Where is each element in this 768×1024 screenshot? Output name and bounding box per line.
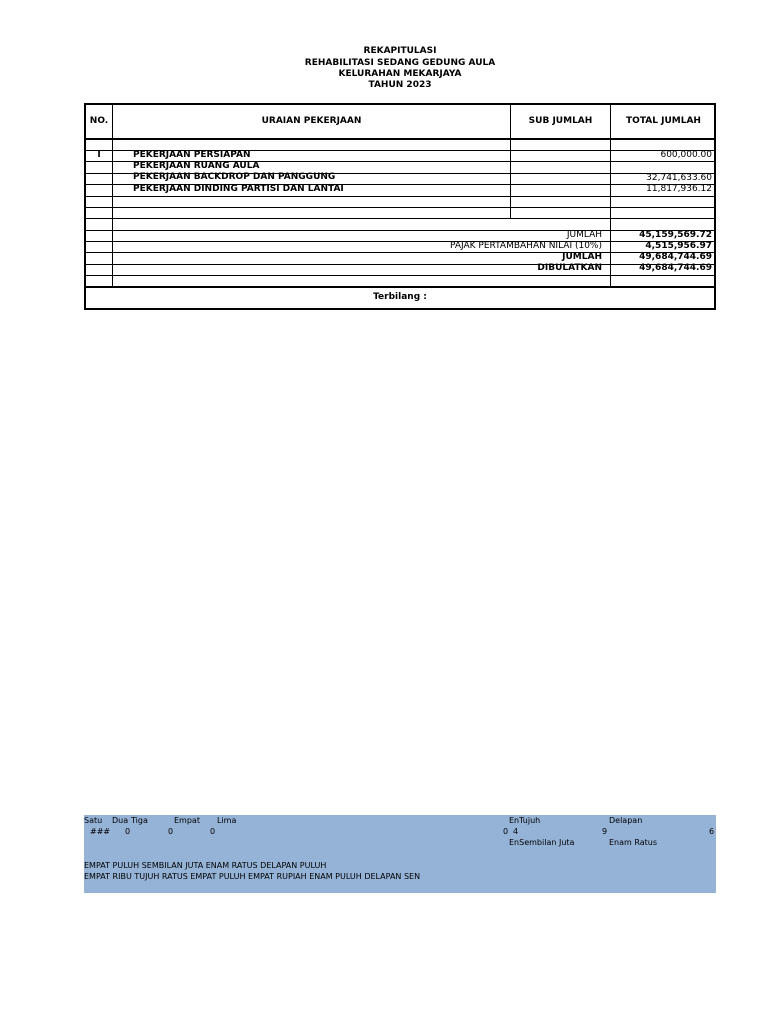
terbilang-text-line-1: EMPAT PULUH SEMBILAN JUTA ENAM RATUS DELAPAN PULUH: [84, 861, 327, 870]
item-uraian: PEKERJAAN DINDING PARTISI DAN LANTAI: [133, 184, 344, 194]
helper-label: Enam Ratus: [609, 838, 658, 847]
col-header-uraian: URAIAN PEKERJAAN: [261, 116, 362, 126]
helper-value: 0: [210, 827, 216, 836]
summary-value: 45,159,569.72: [639, 230, 712, 240]
item-uraian: PEKERJAAN RUANG AULA: [133, 161, 260, 171]
header-divider: [86, 138, 714, 140]
summary-label: JUMLAH: [562, 252, 602, 262]
row-divider: [86, 207, 714, 208]
terbilang-helper-block: [84, 815, 716, 893]
helper-value: 0: [125, 827, 131, 836]
row-divider: [86, 196, 714, 197]
terbilang-text-line-2: EMPAT RIBU TUJUH RATUS EMPAT PULUH EMPAT RUPIAH ENAM PULUH DELAPAN SEN: [84, 872, 421, 881]
col-header-total: TOTAL JUMLAH: [626, 116, 701, 126]
recap-table: [84, 103, 716, 310]
item-total: 11,817,936.12: [646, 184, 712, 194]
helper-label: Satu: [84, 816, 103, 825]
helper-value: ###: [90, 827, 111, 836]
summary-label: JUMLAH: [566, 230, 602, 240]
helper-label: Tiga: [131, 816, 148, 825]
summary-label: DIBULATKAN: [537, 263, 602, 273]
col-header-sub: SUB JUMLAH: [528, 116, 593, 126]
item-no: I: [97, 150, 101, 160]
helper-value: 0: [503, 827, 509, 836]
row-divider: [86, 275, 714, 276]
terbilang-label: Terbilang :: [373, 292, 427, 302]
summary-value: 4,515,956.97: [645, 241, 712, 251]
title-line-3: KELURAHAN MEKARJAYA: [338, 69, 462, 79]
helper-value: 6: [709, 827, 715, 836]
helper-label: Delapan: [609, 816, 643, 825]
title-line-4: TAHUN 2023: [368, 80, 432, 90]
title-line-2: REHABILITASI SEDANG GEDUNG AULA: [304, 58, 496, 68]
helper-label: EnSembilan Juta: [509, 838, 575, 847]
summary-value: 49,684,744.69: [639, 252, 712, 262]
helper-label: Dua: [112, 816, 129, 825]
title-line-1: REKAPITULASI: [363, 46, 437, 56]
helper-label: Empat: [174, 816, 200, 825]
summary-value: 49,684,744.69: [639, 263, 712, 273]
item-total: 600,000.00: [660, 150, 712, 160]
helper-value: 4: [513, 827, 519, 836]
item-uraian: PEKERJAAN BACKDROP DAN PANGGUNG: [133, 172, 336, 182]
helper-label: EnTujuh: [509, 816, 541, 825]
helper-value: 9: [602, 827, 608, 836]
helper-label: Lima: [217, 816, 237, 825]
item-uraian: PEKERJAAN PERSIAPAN: [133, 150, 251, 160]
row-divider: [86, 218, 714, 219]
summary-label: PAJAK PERTAMBAHAN NILAI (10%): [449, 241, 602, 251]
item-total: 32,741,633.60: [646, 173, 712, 183]
terbilang-divider: [86, 286, 714, 288]
helper-value: 0: [168, 827, 174, 836]
col-header-no: NO.: [89, 116, 109, 126]
